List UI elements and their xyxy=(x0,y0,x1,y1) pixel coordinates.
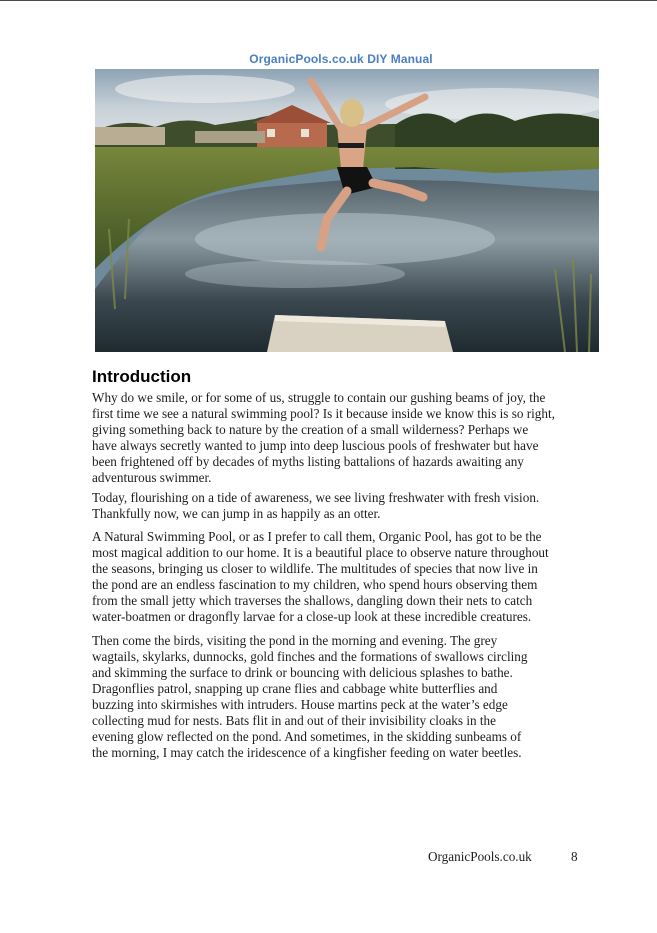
text-line: water-boatmen or dragonfly larvae for a close-up look at these incredible creatures. xyxy=(92,609,532,624)
text-line: from the small jetty which traverses the shallows, dangling down their nets to catch xyxy=(92,593,533,608)
footer-site: OrganicPools.co.uk xyxy=(428,849,532,864)
page-number: 8 xyxy=(571,849,578,864)
text-line: adventurous swimmer. xyxy=(92,470,212,485)
page-header: OrganicPools.co.uk DIY Manual xyxy=(249,52,433,66)
hero-photo xyxy=(95,69,599,352)
text-line: giving something back to nature by the creation of a small wilderness? Perhaps we xyxy=(92,422,529,437)
text-line: most magical addition to our home. It is a beautiful place to observe nature throughout xyxy=(92,545,549,560)
text-line: Then come the birds, visiting the pond in the morning and evening. The grey xyxy=(92,633,498,648)
text-line: A Natural Swimming Pool, or as I prefer to call them, Organic Pool, has got to be the xyxy=(92,529,542,544)
text-line: Today, flourishing on a tide of awareness, we see living freshwater with fresh vision. xyxy=(92,490,540,505)
text-line: wagtails, skylarks, dunnocks, gold finches and the formations of swallows circling xyxy=(92,649,528,664)
text-line: Why do we smile, or for some of us, struggle to contain our gushing beams of joy, the xyxy=(92,390,546,405)
section-title: Introduction xyxy=(92,367,192,386)
text-line: the morning, I may catch the iridescence of a kingfisher feeding on water beetles. xyxy=(92,745,522,760)
text-line: evening glow reflected on the pond. And sometimes, in the skidding sunbeams of xyxy=(92,729,522,744)
text-line: the seasons, bringing us closer to wildlife. The multitudes of species that now live in xyxy=(92,561,538,576)
text-line: collecting mud for nests. Bats flit in and out of their invisibility cloaks in the xyxy=(92,713,496,728)
text-line: the pond are an endless fascination to my children, who spend hours observing them xyxy=(92,577,538,592)
paragraph-3 xyxy=(92,529,592,625)
top-rule xyxy=(0,0,657,1)
text-line: and skimming the surface to drink or bouncing with delicious splashes to bathe. xyxy=(92,665,513,680)
paragraph-2 xyxy=(92,490,592,522)
text-line: first time we see a natural swimming pool? Is it because inside we know this is so right, xyxy=(92,406,555,421)
text-line: buzzing into skirmishes with intruders. House martins peck at the water’s edge xyxy=(92,697,508,712)
text-line: Thankfully now, we can jump in as happily as an otter. xyxy=(92,506,381,521)
text-line: have always secretly wanted to jump into deep luscious pools of freshwater but have xyxy=(92,438,539,453)
paragraph-4 xyxy=(92,633,592,761)
text-line: Dragonflies patrol, snapping up crane flies and cabbage white butterflies and xyxy=(92,681,498,696)
text-line: been frightened off by decades of myths listing battalions of hazards awaiting any xyxy=(92,454,524,469)
paragraph-1 xyxy=(92,390,592,486)
